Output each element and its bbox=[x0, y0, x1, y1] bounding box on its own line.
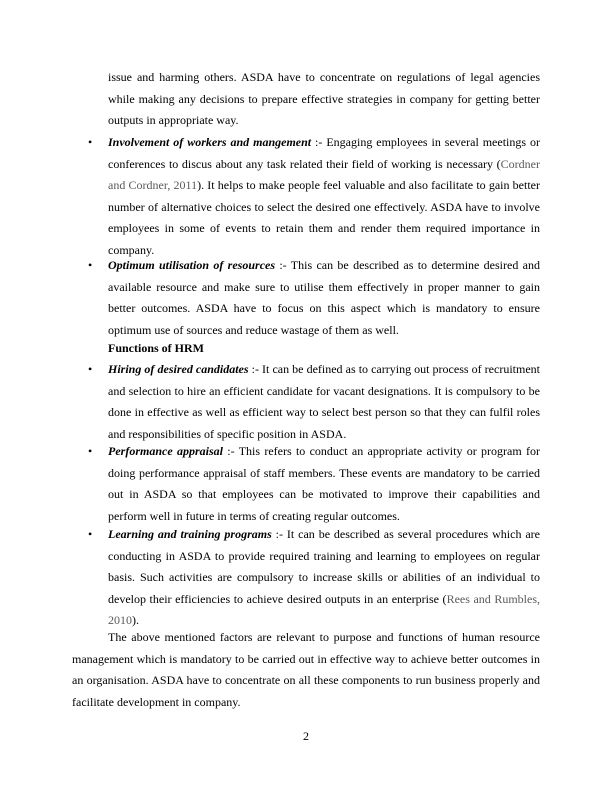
bullet-icon: • bbox=[88, 527, 93, 541]
section-heading: Functions of HRM bbox=[108, 341, 204, 355]
list-item-term: Performance appraisal bbox=[108, 444, 223, 458]
closing-paragraph: The above mentioned factors are relevant to purpose and functions of human resource management which is mandatory to be carried out in effective way to achieve better outcomes in an organisation. ASDA have to concentrate on all these components to run business properly and facilitate development in company. bbox=[72, 630, 540, 709]
list-item-body: :- It can be defined as to carrying out process of recruitment and selection to hire an efficient candidate for vacant designations. It is compulsory to be done in effective as well as efficient way to select best person so that they can fulfil roles and responsibilities of specific position in ASDA. bbox=[108, 362, 540, 441]
list-item-body-end: ). It helps to make people feel valuable and also facilitate to gain better number of alternative choices to select the desired one effectively. ASDA have to involve employees in some of events to retain them and render them required importance in company. bbox=[108, 178, 540, 257]
list-item-term: Hiring of desired candidates bbox=[108, 362, 249, 376]
list-item-text bbox=[108, 441, 540, 527]
bullet-icon: • bbox=[88, 258, 93, 272]
list-item-body: :- This can be described as to determine desired and available resource and make sure to utilise them effectively in proper manner to gain better outcomes. ASDA have to focus on this aspect which is mandatory to ensure optimum use of sources and reduce wastage of them as well. bbox=[108, 258, 540, 337]
list-item-body: :- This refers to conduct an appropriate activity or program for doing performance appraisal of staff members. These events are mandatory to be carried out in ASDA so that employees can be motivated to improve their capabilities and perform well in future in terms of creating regular outcomes. bbox=[108, 444, 540, 523]
list-item-body: :- It can be described as several procedures which are conducting in ASDA to provide required training and learning to employees on regular basis. Such activities are compulsory to increase skills or abilities of an individual to develop their efficiencies to achieve desired outputs in an enterprise ( bbox=[108, 527, 540, 606]
list-item-body-end: ). bbox=[132, 613, 139, 628]
list-item-text bbox=[108, 359, 540, 445]
list-item-text bbox=[108, 132, 540, 262]
bullet-icon: • bbox=[88, 135, 93, 149]
list-item-term: Involvement of workers and mangement bbox=[108, 135, 312, 149]
citation: Rees and Rumbles, 2010 bbox=[108, 591, 540, 628]
list-item-body: :- Engaging employees in several meetings or conferences to discus about any task related their field of working is necessary ( bbox=[108, 135, 540, 171]
bullet-icon: • bbox=[88, 444, 93, 458]
list-item-text bbox=[108, 255, 540, 341]
list-item-term: Learning and training programs bbox=[108, 527, 272, 541]
citation: Cordner and Cordner, 2011 bbox=[108, 156, 540, 193]
intro-continuation-paragraph: issue and harming others. ASDA have to concentrate on regulations of legal agencies while making any decisions to prepare effective strategies in company for getting better outputs in appropriate way. bbox=[108, 70, 540, 128]
bullet-icon: • bbox=[88, 362, 93, 376]
list-item-text bbox=[108, 524, 540, 632]
list-item-term: Optimum utilisation of resources bbox=[108, 258, 276, 272]
page-number: 2 bbox=[303, 729, 309, 743]
